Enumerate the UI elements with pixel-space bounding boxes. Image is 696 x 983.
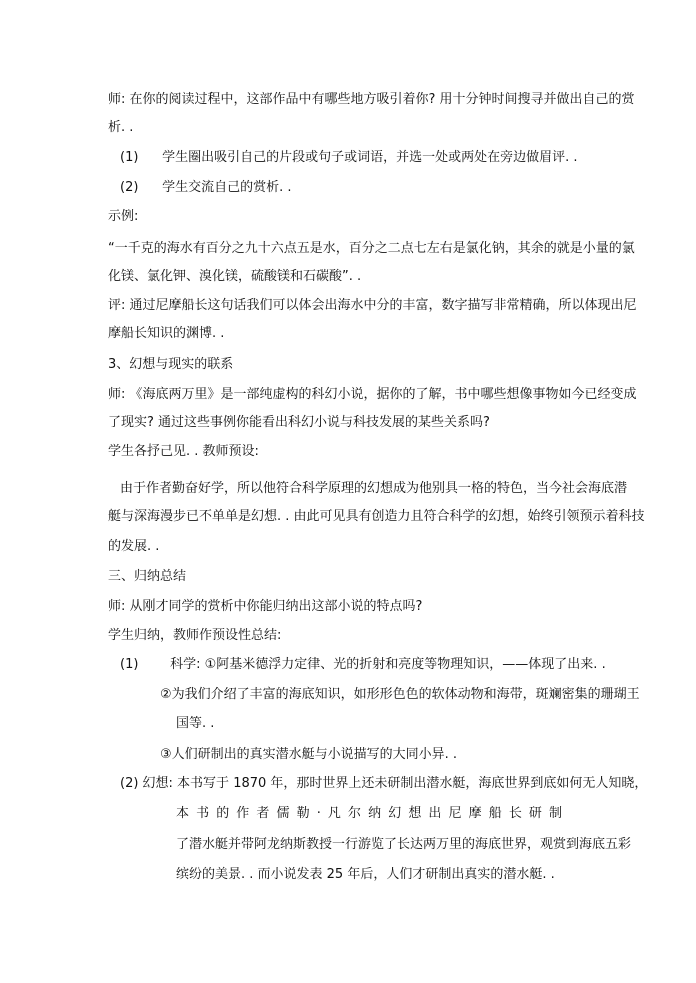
summary-item-2-line-3: 了潜水艇并带阿龙纳斯教授一行游览了长达两万里的海底世界，观赏到海底五彩 [176,837,632,852]
question-line-1: 师: 《海底两万里》是一部纯虚构的科幻小说，据你的了解，书中哪些想像事物如今已经变成 [108,387,637,402]
section-heading: 3、幻想与现实的联系 [108,357,234,372]
paragraph-line-1: 师: 在你的阅读过程中，这部作品中有哪些地方吸引着你? 用十分钟时间搜寻并做出自己的赏 [108,92,635,107]
paragraph-indent-line-2: 艇与深海漫步已不单单是幻想. . 由此可见具有创造力且符合科学的幻想，始终引领预示着科技 [108,509,645,524]
summary-item-2-line-2: 本书的作者儒勒·凡尔纳幻想出尼摩船长研制 [176,806,570,821]
summary-item-2-line-4: 缤纷的美景. . 而小说发表 25 年后，人们才研制出真实的潜水艇. . [176,867,555,882]
question-line-2: 了现实? 通过这些事例你能看出科幻小说与科技发展的某些关系吗? [108,415,490,430]
summary-question: 师: 从刚才同学的赏析中你能归纳出这部小说的特点吗? [108,599,423,614]
summary-heading: 三、归纳总结 [108,569,187,584]
summary-subline-1: ②为我们介绍了丰富的海底知识，如形形色色的软体动物和海带，斑斓密集的珊瑚王 [160,687,640,702]
numbered-item-2 [120,179,660,197]
numbered-item-1 [120,149,660,167]
summary-item-number: (1) [120,657,139,672]
teacher-preset-label: 学生各抒己见. . 教师预设: [108,444,259,459]
item-text: 学生圈出吸引自己的片段或句子或词语，并选一处或两处在旁边做眉评. . [162,150,578,165]
paragraph-indent-line-1: 由于作者勤奋好学，所以他符合科学原理的幻想成为他别具一格的特色，当今社会海底潜 [120,481,628,496]
quoted-line-2: 化镁、氯化钾、溴化镁，硫酸镁和石碳酸”. . [108,269,362,284]
comment-line-1: 评: 通过尼摩船长这句话我们可以体会出海水中分的丰富，数字描写非常精确，所以体现出尼 [108,298,637,313]
summary-subline-3: ③人们研制出的真实潜水艇与小说描写的大同小异. . [160,747,458,762]
summary-item-text: 科学: ①阿基米德浮力定律、光的折射和亮度等物理知识，——体现了出来. . [170,657,606,672]
summary-item-1 [120,656,660,674]
item-text: 学生交流自己的赏析. . [162,180,292,195]
summary-item-2: (2) 幻想: 本书写于 1870 年，那时世界上还未研制出潜水艇，海底世界到底如何无人知晓， [120,776,648,791]
item-number: (2) [120,180,139,195]
summary-subline-2: 国等. . [176,716,215,731]
quoted-line-1: “一千克的海水有百分之九十六点五是水，百分之二点七左右是氯化钠，其余的就是小量的氯 [108,241,635,256]
paragraph-indent-line-3: 的发展. . [108,539,160,554]
summary-intro: 学生归纳，教师作预设性总结: [108,628,282,643]
example-label: 示例: [108,209,139,224]
paragraph-line-2: 析. . [108,120,134,135]
item-number: (1) [120,150,139,165]
comment-line-2: 摩船长知识的渊博. . [108,326,225,341]
